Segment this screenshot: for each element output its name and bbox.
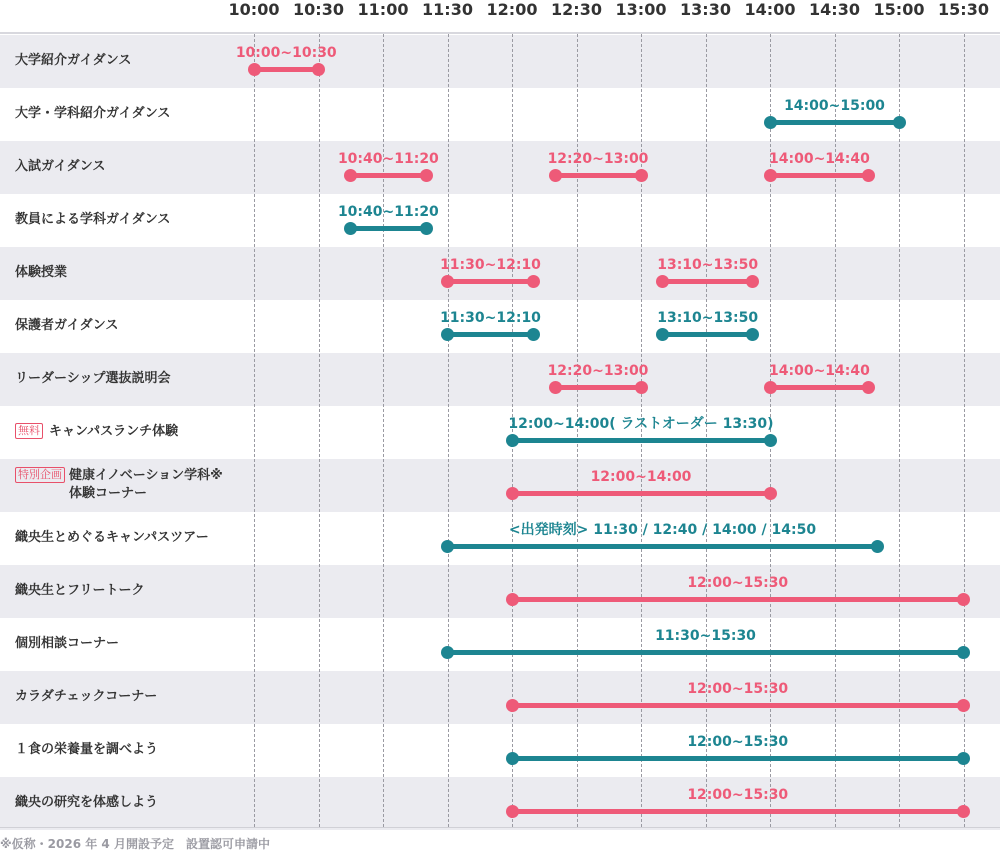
session-bar — [512, 703, 964, 708]
session-time-label: 12:00~15:30 — [687, 787, 789, 803]
row-label-text: 入試ガイダンス — [15, 159, 106, 174]
session-end-dot — [957, 805, 970, 818]
session-start-dot — [549, 381, 562, 394]
session-time-label: 11:30~12:10 — [440, 310, 541, 326]
row-label — [15, 423, 178, 441]
time-label: 11:30 — [422, 0, 473, 19]
session-end-dot — [420, 169, 433, 182]
session-end-dot — [764, 434, 777, 447]
session-start-dot — [344, 222, 357, 235]
row-label-text: リーダーシップ選抜説明会 — [15, 371, 171, 386]
row-background — [0, 247, 1000, 300]
row-label — [15, 105, 170, 123]
session-end-dot — [312, 63, 325, 76]
grid-line — [448, 34, 449, 827]
session-start-dot — [656, 328, 669, 341]
row-label — [15, 158, 105, 176]
row-label-text: カラダチェックコーナー — [15, 689, 158, 704]
session-start-dot — [506, 434, 519, 447]
time-label: 12:00 — [486, 0, 538, 19]
row-label — [15, 52, 131, 70]
time-label: 13:30 — [680, 0, 731, 19]
session-time-label: 10:40~11:20 — [337, 151, 439, 167]
row-label — [15, 582, 144, 600]
row-label-text: 織央生とフリートーク — [15, 583, 145, 598]
session-end-dot — [420, 222, 433, 235]
session-time-label: 12:20~13:00 — [547, 363, 649, 379]
row-label-text: 体験授業 — [15, 265, 68, 280]
session-end-dot — [746, 275, 759, 288]
session-end-dot — [527, 328, 540, 341]
session-bar — [512, 597, 964, 602]
session-time-label: 12:00~15:30 — [687, 681, 789, 697]
session-end-dot — [871, 540, 884, 553]
session-end-dot — [862, 169, 875, 182]
session-bar — [448, 332, 534, 337]
session-time-label: 14:00~14:40 — [769, 363, 870, 379]
session-bar — [770, 173, 869, 178]
row-label — [15, 317, 118, 335]
session-end-dot — [746, 328, 759, 341]
row-label — [15, 211, 170, 229]
time-label: 15:00 — [873, 0, 925, 19]
row-label-text: キャンパスランチ体験 — [49, 424, 179, 439]
label-line-2: 体験コーナー — [69, 486, 148, 501]
session-end-dot — [957, 699, 970, 712]
session-time-label: 10:00~10:30 — [235, 45, 337, 61]
grid-line — [899, 34, 900, 827]
session-bar — [663, 279, 753, 284]
row-label-text: 大学・学科紹介ガイダンス — [15, 106, 171, 121]
session-start-dot — [506, 752, 519, 765]
badge-wrap — [15, 467, 65, 485]
label-line-1: 健康イノベーション学科※ — [69, 468, 223, 483]
time-label: 14:30 — [809, 0, 860, 19]
special-badge: 特別企画 — [15, 467, 65, 483]
row-label-text: １食の栄養量を調べよう — [15, 742, 159, 757]
session-bar — [351, 173, 426, 178]
grid-line — [319, 34, 320, 827]
session-bar — [770, 120, 899, 125]
grid-line — [254, 34, 255, 827]
row-background — [0, 141, 1000, 194]
session-time-label: 13:10~13:50 — [657, 310, 759, 326]
session-end-dot — [635, 169, 648, 182]
session-time-label: 12:00~14:00 — [590, 469, 692, 485]
session-time-label: 14:00~14:40 — [769, 151, 870, 167]
session-start-dot — [441, 540, 454, 553]
session-start-dot — [441, 646, 454, 659]
session-bar — [512, 756, 964, 761]
session-bar — [512, 438, 770, 443]
session-bar — [770, 385, 869, 390]
session-time-label: 14:00~15:00 — [784, 98, 885, 114]
row-label-text: 保護者ガイダンス — [15, 318, 119, 333]
session-bar — [555, 173, 641, 178]
session-time-label: 12:00~15:30 — [687, 734, 789, 750]
session-bar — [448, 279, 534, 284]
row-label — [15, 264, 67, 282]
session-end-dot — [957, 593, 970, 606]
row-label-text: 個別相談コーナー — [15, 636, 120, 651]
session-start-dot — [441, 328, 454, 341]
row-background — [0, 565, 1000, 618]
session-end-dot — [635, 381, 648, 394]
time-label: 10:00 — [228, 0, 280, 19]
session-bar — [555, 385, 641, 390]
label-lines — [69, 467, 223, 503]
header-divider — [0, 32, 1000, 34]
time-label: 12:30 — [551, 0, 602, 19]
session-time-label: 11:30~12:10 — [440, 257, 541, 273]
session-time-label: <出発時刻> 11:30 / 12:40 / 14:00 / 14:50 — [508, 522, 817, 538]
row-label — [15, 635, 119, 653]
session-bar — [512, 491, 770, 496]
session-start-dot — [506, 593, 519, 606]
session-bar — [663, 332, 753, 337]
row-label-text: 大学紹介ガイダンス — [15, 53, 132, 68]
session-start-dot — [441, 275, 454, 288]
session-end-dot — [957, 752, 970, 765]
session-time-label: 13:10~13:50 — [657, 257, 759, 273]
row-label-text: 織央生とめぐるキャンパスツアー — [15, 530, 209, 545]
session-start-dot — [764, 116, 777, 129]
session-start-dot — [764, 169, 777, 182]
row-label — [15, 370, 170, 388]
row-background — [0, 35, 1000, 88]
row-label — [15, 794, 158, 812]
session-start-dot — [506, 487, 519, 500]
free-badge: 無料 — [15, 423, 43, 439]
row-label — [15, 529, 209, 547]
session-time-label: 11:30~15:30 — [655, 628, 756, 644]
bottom-divider — [0, 827, 1000, 828]
session-start-dot — [344, 169, 357, 182]
session-start-dot — [248, 63, 261, 76]
session-bar — [512, 809, 964, 814]
session-bar — [448, 650, 964, 655]
time-label: 14:00 — [744, 0, 796, 19]
session-end-dot — [957, 646, 970, 659]
session-end-dot — [764, 487, 777, 500]
row-label-text: 教員による学科ガイダンス — [15, 212, 171, 227]
row-label — [15, 741, 158, 759]
session-start-dot — [506, 699, 519, 712]
row-background — [0, 618, 1000, 671]
session-start-dot — [506, 805, 519, 818]
session-start-dot — [764, 381, 777, 394]
session-time-label: 12:20~13:00 — [547, 151, 649, 167]
row-label — [15, 688, 157, 706]
session-time-label: 12:00~14:00( ラストオーダー 13:30) — [508, 416, 774, 432]
row-background — [0, 300, 1000, 353]
session-end-dot — [893, 116, 906, 129]
session-end-dot — [862, 381, 875, 394]
time-label: 10:30 — [293, 0, 344, 19]
time-label: 15:30 — [938, 0, 989, 19]
time-label: 13:00 — [615, 0, 667, 19]
row-label-text: 織央の研究を体感しよう — [15, 795, 159, 810]
session-time-label: 12:00~15:30 — [687, 575, 789, 591]
time-label: 11:00 — [357, 0, 409, 19]
session-start-dot — [549, 169, 562, 182]
session-time-label: 10:40~11:20 — [337, 204, 439, 220]
row-label — [15, 467, 223, 503]
session-bar — [351, 226, 426, 231]
session-start-dot — [656, 275, 669, 288]
session-end-dot — [527, 275, 540, 288]
session-bar — [254, 67, 319, 72]
session-bar — [448, 544, 878, 549]
footnote: ※仮称・2026 年 4 月開設予定 設置認可申請中 — [0, 837, 270, 851]
